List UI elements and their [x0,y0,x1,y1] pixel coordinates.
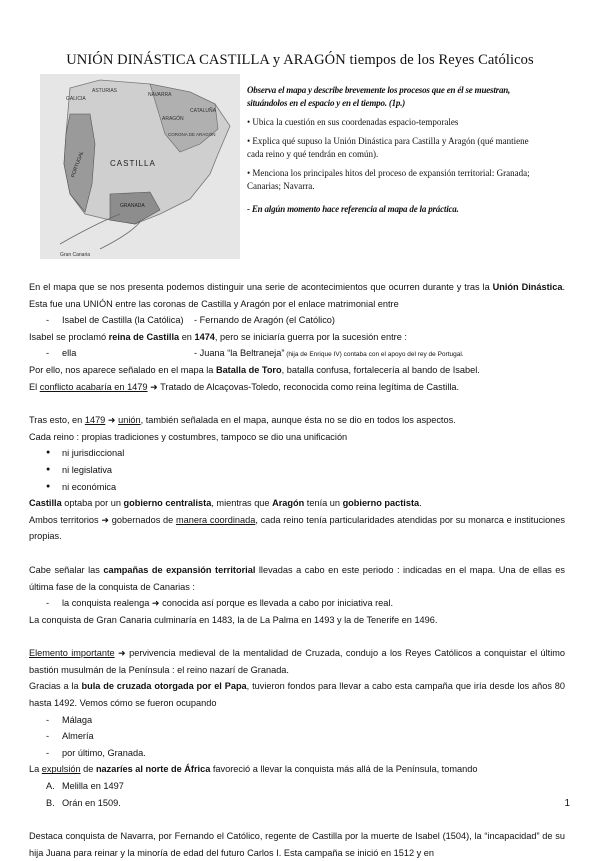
task-note: - En algún momento hace referencia al mapa de la práctica. [247,204,459,214]
paragraph: El conflicto acabaría en 1479 ➜ Tratado de Alcaçovas-Toledo, reconocida como reina legítima de Castilla. [29,381,460,392]
map-label-aragon: ARAGÓN [162,116,184,122]
dash-item: - por último, Granada. [46,747,146,758]
page-title: UNIÓN DINÁSTICA CASTILLA y ARAGÓN tiempos de los Reyes Católicos [66,52,534,68]
bullet-item: ● ni jurisdiccional [29,445,565,462]
list-item: A. Melilla en 1497 [46,781,124,792]
dash-item: - la conquista realenga ➜ conocida así porque es llevada a cabo por iniciativa real. [46,598,393,609]
paragraph: Cabe señalar las campañas de expansión territorial llevadas a cabo en este periodo : indicadas en el mapa. Una de ellas es última fase de la conquista de Canarias : [29,564,565,592]
document-body [29,279,565,861]
map-label-asturias: ASTURIAS [92,88,118,94]
paragraph: Tras esto, en 1479 ➜ unión, también señalada en el mapa, aunque ésta no se dio en todos los aspectos. [29,415,456,426]
dash-item: - Almería [46,731,94,742]
dash-item: - Isabel de Castilla (la Católica) - Fernando de Aragón (el Católico) [46,315,335,326]
paragraph: La conquista de Gran Canaria culminaría en 1483, la de La Palma en 1493 y la de Tenerife en 1496. [29,614,438,625]
historical-map [40,74,240,259]
paragraph: Castilla optaba por un gobierno centralista, mientras que Aragón tenía un gobierno pactista. [29,498,422,509]
map-label-gran-canaria: Gran Canaria [60,252,91,258]
map-label-corona-aragon: CORONA DE ARAGÓN [168,132,216,137]
paragraph: Cada reino : propias tradiciones y costumbres, tampoco se dio una unificación [29,431,348,442]
map-label-granada: GRANADA [120,203,145,209]
paragraph: Elemento importante ➜ pervivencia medieval de la mentalidad de Cruzada, condujo a los Reyes Católicos a conquistar el último bastión musulmán de la Península : el reino nazarí de Granada. [29,648,566,675]
task-bullet: • Explica qué supuso la Unión Dinástica para Castilla y Aragón (qué mantiene cada reino y qué tendrán en común). [247,136,529,159]
task-intro: Observa el mapa y describe brevemente los procesos que en él se muestran, situándolos en el espacio y en el tiempo. (1p.) [247,85,511,108]
dash-item: - ella - Juana “la Beltraneja” (hija de Enrique IV) contaba con el apoyo del rey de Portugal. [46,348,464,359]
paragraph: La expulsión de nazaríes al norte de África favoreció a llevar la conquista más allá de la Península, tomando [29,764,478,775]
task-bullet: • Ubica la cuestión en sus coordenadas espacio-temporales [247,117,459,127]
paragraph: Por ello, nos aparece señalado en el mapa la Batalla de Toro, batalla confusa, fortalecería al bando de Isabel. [29,364,480,375]
map-label-portugal: PORTUGAL [70,150,86,179]
task-bullet: • Menciona los principales hitos del proceso de expansión territorial: Granada; Canarias; Navarra. [247,168,530,191]
paragraph: Gracias a la bula de cruzada otorgada por el Papa, tuvieron fondos para llevar a cabo esta campaña que iría desde los años 80 hasta 1492. Vemos cómo se fueron ocupando [29,681,566,709]
map-label-cataluna: CATALUÑA [190,108,216,114]
paragraph: En el mapa que se nos presenta podemos distinguir una serie de acontecimientos que ocurren durante y tras la Unión Dinástica. Esta fue una UNIÓN entre las coronas de Castilla y Aragón por el enlace matrimonial entre [29,282,565,309]
page-number: 1 [564,798,570,809]
paragraph: Destaca conquista de Navarra, por Fernando el Católico, regente de Castilla por la muerte de Isabel (1504), la “incapacidad” de su hija Juana para reinar y la minoría de edad del futuro Carlos I. Esta campaña se inició en 1512 y en [29,831,565,858]
bullet-item: ● ni legislativa [29,462,565,479]
map-label-navarra: NAVARRA [148,92,172,98]
paragraph: Ambos territorios ➜ gobernados de manera coordinada, cada reino tenía particularidades atendidas por su monarca e instituciones propias. [29,514,565,542]
map-label-galicia: GALICIA [66,96,86,102]
bullet-item: ● ni económica [29,479,565,496]
task-instructions [247,84,547,222]
list-item: B. Orán en 1509. [46,797,121,808]
map-label-castilla: CASTILLA [110,159,156,168]
paragraph: Isabel se proclamó reina de Castilla en 1474, pero se iniciaría guerra por la sucesión entre : [29,331,407,342]
dash-item: - Málaga [46,714,93,725]
